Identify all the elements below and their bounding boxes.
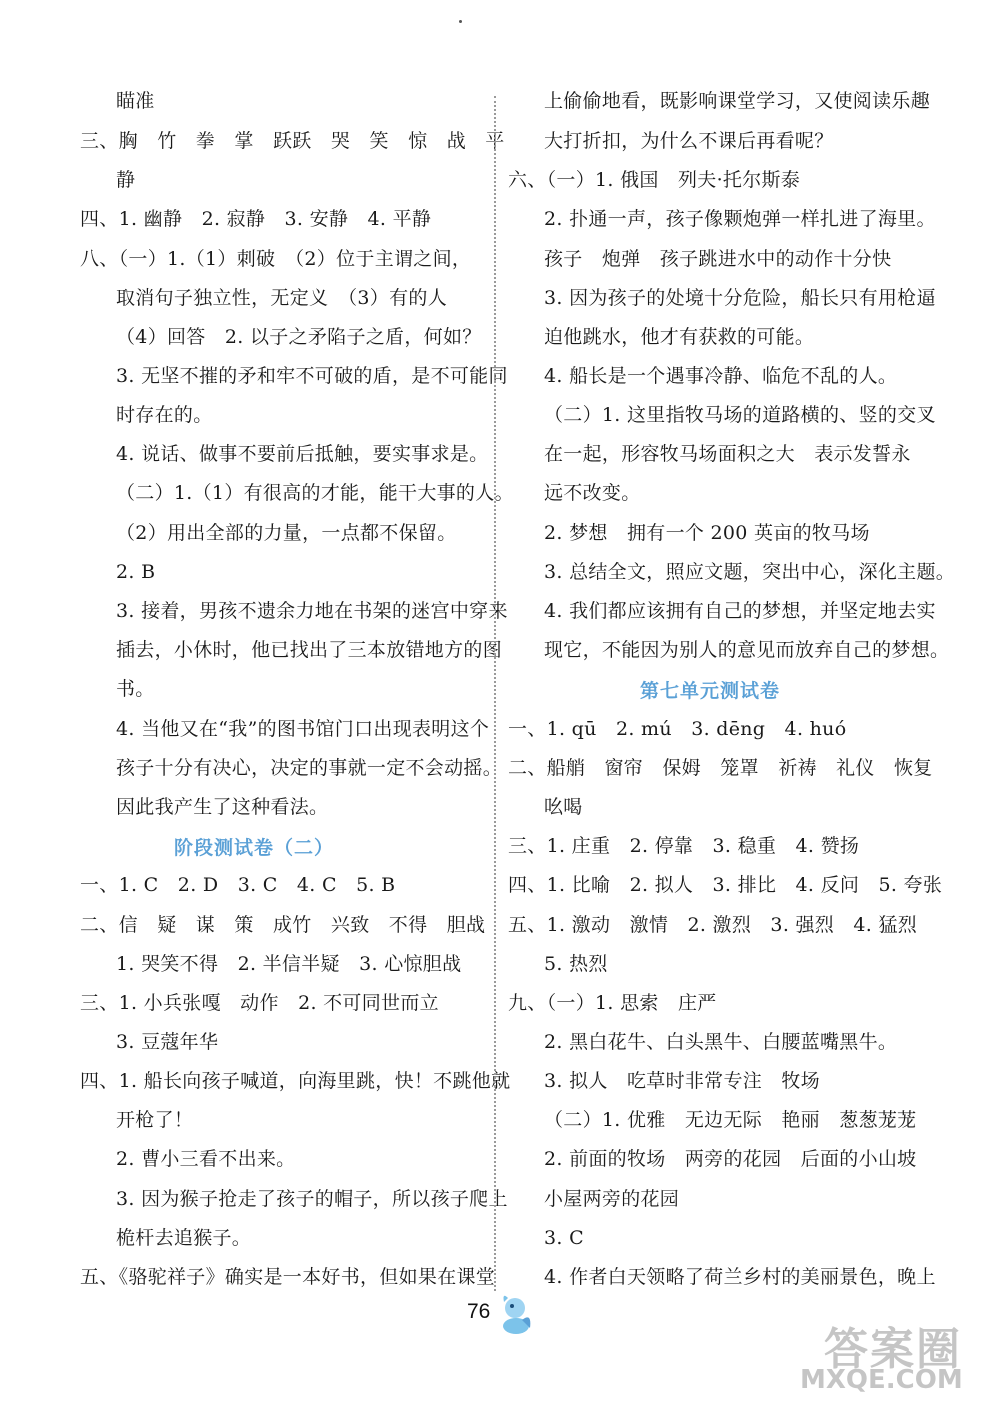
answer-line: 五、《骆驼祥子》确实是一本好书，但如果在课堂: [80, 1266, 496, 1288]
answer-line: （4）回答 2. 以子之矛陷子之盾，何如？: [116, 326, 482, 348]
answer-line: 4. 说话、做事不要前后抵触，要实事求是。: [116, 443, 489, 465]
answer-line: 九、（一）1. 思索 庄严: [508, 992, 717, 1014]
answer-line: 静: [116, 169, 136, 191]
answer-line: 2. B: [116, 561, 156, 583]
answer-line: 3. 无坚不摧的矛和牢不可破的盾，是不可能同: [116, 365, 508, 387]
answer-line: 二、船艄 窗帘 保姆 笼罩 祈祷 礼仪 恢复: [508, 757, 933, 779]
answer-line: 桅杆去追猴子。: [116, 1227, 252, 1249]
answer-line: 上偷偷地看，既影响课堂学习，又使阅读乐趣: [544, 90, 931, 112]
answer-line: 在一起，形容牧马场面积之大 表示发誓永: [544, 443, 911, 465]
answer-line: 取消句子独立性，无定义 （3）有的人: [116, 287, 447, 309]
answer-line: 四、1. 比喻 2. 拟人 3. 排比 4. 反问 5. 夸张: [508, 874, 943, 896]
answer-line: 四、1. 船长向孩子喊道，向海里跳，快！不跳他就: [80, 1070, 511, 1092]
answer-line: 五、1. 激动 激情 2. 激烈 3. 强烈 4. 猛烈: [508, 914, 918, 936]
answer-line: 吆喝: [544, 796, 583, 818]
answer-line: 六、（一）1. 俄国 列夫·托尔斯泰: [508, 169, 801, 191]
answer-line: 远不改变。: [544, 482, 641, 504]
answer-line: 小屋两旁的花园: [544, 1188, 680, 1210]
answer-line: 3. 接着，男孩不遗余力地在书架的迷宫中穿来: [116, 600, 508, 622]
section-heading: 第七单元测试卷: [640, 680, 781, 702]
watermark: [800, 1313, 996, 1399]
answer-line: 现它，不能因为别人的意见而放弃自己的梦想。: [544, 639, 950, 661]
page-number: 76: [467, 1300, 491, 1323]
answer-line: 2. 前面的牧场 两旁的花园 后面的小山坡: [544, 1148, 917, 1170]
answer-line: 大打折扣，为什么不课后再看呢？: [544, 130, 834, 152]
answer-line: 4. 作者白天领略了荷兰乡村的美丽景色，晚上: [544, 1266, 936, 1288]
watermark-url: MXQE.COM: [800, 1365, 963, 1395]
answer-line: 一、1. C 2. D 3. C 4. C 5. B: [80, 874, 396, 896]
answer-line: 迫他跳水，他才有获救的可能。: [544, 326, 815, 348]
scan-dot: [459, 20, 462, 23]
answer-line: 3. 因为孩子的处境十分危险，船长只有用枪逼: [544, 287, 936, 309]
answer-line: 4. 船长是一个遇事冷静、临危不乱的人。: [544, 365, 898, 387]
section-heading: 阶段测试卷（二）: [174, 837, 335, 859]
answer-line: 二、信 疑 谋 策 成竹 兴致 不得 胆战: [80, 914, 486, 936]
answer-line: 2. 曹小三看不出来。: [116, 1148, 296, 1170]
answer-line: 一、1. qū 2. mú 3. dēng 4. huó: [508, 718, 847, 740]
watermark-logo: 答案圈: [824, 1324, 962, 1375]
answer-line: 三、1. 小兵张嘎 动作 2. 不可同世而立: [80, 992, 439, 1014]
answer-line: 时存在的。: [116, 404, 213, 426]
answer-line: 2. 扑通一声，孩子像颗炮弹一样扎进了海里。: [544, 208, 936, 230]
answer-line: 3. 拟人 吃草时非常专注 牧场: [544, 1070, 820, 1092]
answer-line: 三、1. 庄重 2. 停靠 3. 稳重 4. 赞扬: [508, 835, 860, 857]
answer-line: 孩子十分有决心，决定的事就一定不会动摇。: [116, 757, 503, 779]
cartoon-mascot-icon: [496, 1290, 536, 1336]
answer-line: 3. 豆蔻年华: [116, 1031, 219, 1053]
answer-line: 因此我产生了这种看法。: [116, 796, 329, 818]
answer-line: 1. 哭笑不得 2. 半信半疑 3. 心惊胆战: [116, 953, 462, 975]
answer-line: 2. 黑白花牛、白头黑牛、白腰蓝嘴黑牛。: [544, 1031, 898, 1053]
column-divider: [494, 96, 496, 1291]
answer-line: （2）用出全部的力量，一点都不保留。: [116, 522, 457, 544]
answer-line: （二）1. 优雅 无边无际 艳丽 葱葱茏茏: [544, 1109, 917, 1131]
answer-line: （二）1. 这里指牧马场的道路横的、竖的交叉: [544, 404, 936, 426]
answer-line: 瞄准: [116, 90, 155, 112]
answer-line: 三、胸 竹 拳 掌 跃跃 哭 笑 惊 战 平: [80, 130, 505, 152]
answer-line: 2. 梦想 拥有一个 200 英亩的牧马场: [544, 522, 870, 544]
answer-line: 书。: [116, 678, 155, 700]
answer-line: 3. C: [544, 1227, 584, 1249]
answer-line: 4. 我们都应该拥有自己的梦想，并坚定地去实: [544, 600, 936, 622]
answer-line: 四、1. 幽静 2. 寂静 3. 安静 4. 平静: [80, 208, 432, 230]
answer-line: 3. 总结全文，照应文题，突出中心，深化主题。: [544, 561, 956, 583]
answer-line: 孩子 炮弹 孩子跳进水中的动作十分快: [544, 248, 892, 270]
answer-line: 3. 因为猴子抢走了孩子的帽子，所以孩子爬上: [116, 1188, 508, 1210]
answer-line: （二）1.（1）有很高的才能，能干大事的人。: [116, 482, 514, 504]
answer-line: 八、（一）1.（1）刺破 （2）位于主谓之间，: [80, 248, 472, 270]
answer-line: 开枪了！: [116, 1109, 194, 1131]
answer-line: 插去，小休时，他已找出了三本放错地方的图: [116, 639, 503, 661]
answer-line: 4. 当他又在“我”的图书馆门口出现表明这个: [116, 718, 490, 740]
answer-line: 5. 热烈: [544, 953, 608, 975]
